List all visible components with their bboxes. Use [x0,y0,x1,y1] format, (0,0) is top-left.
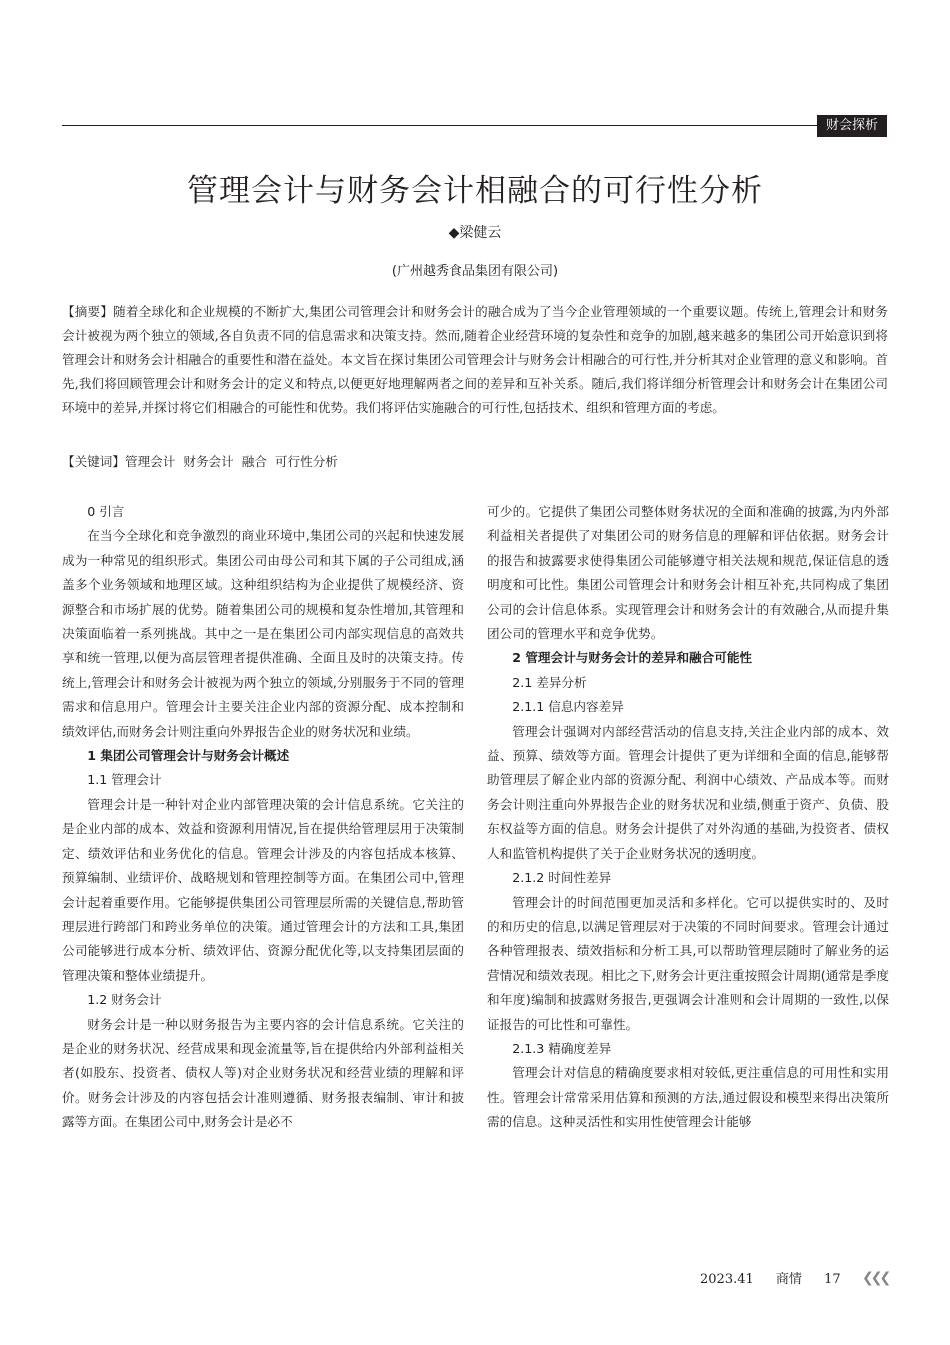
keywords [62,450,888,474]
right-column [487,500,889,1135]
header-rule [62,125,818,126]
paragraph-intro: 在当今全球化和竞争激烈的商业环境中,集团公司的兴起和快速发展成为一种常见的组织形式。集团公司由母公司和其下属的子公司组成,涵盖多个业务领域和地理区域。这种组织结构为企业提供了规模经济、资源整合和市场扩展的优势。随着集团公司的规模和复杂性增加,其管理和决策面临着一系列挑战。其中之一是在集团公司内部实现信息的高效共享和统一管理,以便为高层管理者提供准确、全面且及时的决策支持。传统上,管理会计和财务会计被视为两个独立的领域,分别服务于不同的管理需求和信息用户。管理会计主要关注企业内部的资源分配、成本控制和绩效评估,而财务会计则注重向外界报告企业的财务状况和业绩。 [62,528,464,739]
abstract-label: 【摘要】 [62,304,114,319]
paragraph-2-1-2: 管理会计的时间范围更加灵活和多样化。它可以提供实时的、及时的和历史的信息,以满足管理层对于决策的不同时间要求。管理会计通过各种管理报表、绩效指标和分析工具,可以帮助管理层随时了解业务的运营情况和绩效表现。相比之下,财务会计更注重按照会计周期(通常是季度和年度)编制和披露财务报告,更强调会计准则和会计周期的一致性,以保证报告的可比性和可靠性。 [487,894,889,1032]
heading-1-1: 1.1 管理会计 [87,772,162,788]
heading-1-2: 1.2 财务会计 [87,992,162,1008]
article-title: 管理会计与财务会计相融合的可行性分析 [187,173,763,209]
issue-number: 2023.41 [700,1272,754,1287]
heading-2-1: 2.1 差异分析 [512,674,587,690]
page-footer [700,1268,859,1287]
heading-2-1-1: 2.1.1 信息内容差异 [512,699,624,715]
keywords-label: 【关键词】 [62,454,125,469]
heading-section-2: 2 管理会计与财务会计的差异和融合可能性 [512,650,753,666]
affiliation: (广州越秀食品集团有限公司) [391,264,559,279]
left-column [62,500,464,1135]
section-tag: 财会探析 [817,115,887,137]
journal-name: 商情 [775,1272,802,1287]
paragraph-continued: 可少的。它提供了集团公司整体财务状况的全面和准确的披露,为内外部利益相关者提供了对集团公司的财务信息的理解和评估依据。财务会计的报告和披露要求使得集团公司能够遵守相关法规和规范,保证信息的透明度和可比性。集团公司管理会计和财务会计相互补充,共同构成了集团公司的会计信息体系。实现管理会计和财务会计的有效融合,从而提升集团公司的管理水平和竞争优势。 [487,504,889,642]
abstract [62,300,888,420]
heading-2-1-3: 2.1.3 精确度差异 [512,1040,612,1056]
keywords-text: 管理会计 财务会计 融合 可行性分析 [124,454,338,469]
abstract-text: 随着全球化和企业规模的不断扩大,集团公司管理会计和财务会计的融合成为了当今企业管理领域的一个重要议题。传统上,管理会计和财务会计被视为两个独立的领域,各自负责不同的信息需求和决策支持。然而,随着企业经营环境的复杂性和竞争的加剧,越来越多的集团公司开始意识到将管理会计和财务会计相融合的重要性和潜在益处。本文旨在探讨集团公司管理会计与财务会计相融合的可行性,并分析其对企业管理的意义和影响。首先,我们将回顾管理会计和财务会计的定义和特点,以便更好地理解两者之间的差异和互补关系。随后,我们将详细分析管理会计和财务会计在集团公司环境中的差异,并探讨将它们相融合的可能性和优势。我们将评估实施融合的可行性,包括技术、组织和管理方面的考虑。 [62,304,889,415]
heading-section-1: 1 集团公司管理会计与财务会计概述 [87,748,290,764]
paragraph-1-1: 管理会计是一种针对企业内部管理决策的会计信息系统。它关注的是企业内部的成本、效益和资源利用情况,旨在提供给管理层用于决策制定、绩效评估和业务优化的信息。管理会计涉及的内容包括成本核算、预算编制、业绩评价、战略规划和管理控制等方面。在集团公司中,管理会计起着重要作用。它能够提供集团公司管理层所需的关键信息,帮助管理层进行跨部门和跨业务单位的决策。通过管理会计的方法和工具,集团公司能够进行成本分析、绩效评估、资源分配优化等,以支持集团层面的管理决策和整体业绩提升。 [62,796,464,983]
paragraph-2-1-3: 管理会计对信息的精确度要求相对较低,更注重信息的可用性和实用性。管理会计常常采用估算和预测的方法,通过假设和模型来得出决策所需的信息。这种灵活性和实用性使管理会计能够 [487,1065,889,1130]
page-number: 17 [824,1272,841,1287]
paragraph-1-2: 财务会计是一种以财务报告为主要内容的会计信息系统。它关注的是企业的财务状况、经营成果和现金流量等,旨在提供给内外部利益相关者(如股东、投资者、债权人等)对企业财务状况和经营业绩的理解和评价。财务会计涉及的内容包括会计准则遵循、财务报表编制、审计和披露等方面。在集团公司中,财务会计是必不 [62,1016,464,1130]
paragraph-2-1-1: 管理会计强调对内部经营活动的信息支持,关注企业内部的成本、效益、预算、绩效等方面。管理会计提供了更为详细和全面的信息,能够帮助管理层了解企业内部的资源分配、利润中心绩效、产品成本等。而财务会计则注重向外界报告企业的财务状况和业绩,侧重于资产、负债、股东权益等方面的信息。财务会计提供了对外沟通的基础,为投资者、债权人和监管机构提供了关于企业财务状况的透明度。 [487,723,889,861]
heading-2-1-2: 2.1.2 时间性差异 [512,870,612,886]
author: ◆梁健云 [448,225,502,241]
chevron-decoration-icon: ❮❮❮ [862,1270,889,1286]
heading-intro: 0 引言 [87,504,125,519]
